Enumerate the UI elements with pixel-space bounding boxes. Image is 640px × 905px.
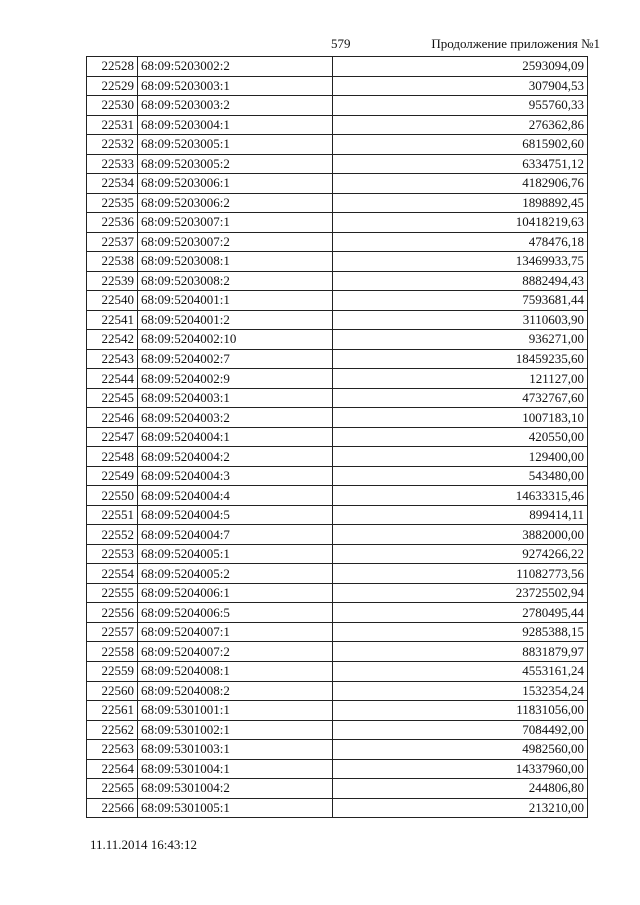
cadastral-value-cell: 10418219,63 <box>333 213 588 233</box>
cadastral-value-cell: 1007183,10 <box>333 408 588 428</box>
cadastral-value-cell: 13469933,75 <box>333 252 588 272</box>
cadastral-number-cell: 68:09:5204004:3 <box>138 466 333 486</box>
row-number-cell: 22561 <box>87 701 138 721</box>
table-row <box>87 622 588 642</box>
table-row <box>87 76 588 96</box>
cadastral-value-cell: 1532354,24 <box>333 681 588 701</box>
table-row <box>87 779 588 799</box>
cadastral-value-cell: 8831879,97 <box>333 642 588 662</box>
cadastral-value-cell: 2780495,44 <box>333 603 588 623</box>
cadastral-number-cell: 68:09:5203003:2 <box>138 96 333 116</box>
cadastral-value-cell: 14337960,00 <box>333 759 588 779</box>
cadastral-number-cell: 68:09:5203008:1 <box>138 252 333 272</box>
row-number-cell: 22558 <box>87 642 138 662</box>
row-number-cell: 22545 <box>87 388 138 408</box>
cadastral-value-cell: 3110603,90 <box>333 310 588 330</box>
cadastral-number-cell: 68:09:5204008:2 <box>138 681 333 701</box>
cadastral-value-cell: 244806,80 <box>333 779 588 799</box>
cadastral-number-cell: 68:09:5204003:1 <box>138 388 333 408</box>
row-number-cell: 22538 <box>87 252 138 272</box>
table-row <box>87 661 588 681</box>
table-row <box>87 701 588 721</box>
cadastral-value-cell: 307904,53 <box>333 76 588 96</box>
cadastral-value-cell: 8882494,43 <box>333 271 588 291</box>
row-number-cell: 22541 <box>87 310 138 330</box>
row-number-cell: 22557 <box>87 622 138 642</box>
row-number-cell: 22549 <box>87 466 138 486</box>
table-row <box>87 291 588 311</box>
row-number-cell: 22528 <box>87 57 138 77</box>
table-row <box>87 213 588 233</box>
table-row <box>87 408 588 428</box>
cadastral-number-cell: 68:09:5204007:1 <box>138 622 333 642</box>
cadastral-number-cell: 68:09:5203007:2 <box>138 232 333 252</box>
cadastral-number-cell: 68:09:5203002:2 <box>138 57 333 77</box>
cadastral-number-cell: 68:09:5204005:1 <box>138 544 333 564</box>
row-number-cell: 22554 <box>87 564 138 584</box>
table-row <box>87 349 588 369</box>
cadastral-value-cell: 6815902,60 <box>333 135 588 155</box>
cadastral-number-cell: 68:09:5301004:2 <box>138 779 333 799</box>
page-number: 579 <box>331 36 351 51</box>
cadastral-number-cell: 68:09:5203005:2 <box>138 154 333 174</box>
row-number-cell: 22562 <box>87 720 138 740</box>
table-row <box>87 388 588 408</box>
row-number-cell: 22546 <box>87 408 138 428</box>
cadastral-value-cell: 3882000,00 <box>333 525 588 545</box>
row-number-cell: 22556 <box>87 603 138 623</box>
table-row <box>87 369 588 389</box>
table-row <box>87 505 588 525</box>
cadastral-value-cell: 478476,18 <box>333 232 588 252</box>
cadastral-number-cell: 68:09:5301001:1 <box>138 701 333 721</box>
table-row <box>87 447 588 467</box>
row-number-cell: 22536 <box>87 213 138 233</box>
cadastral-value-cell: 2593094,09 <box>333 57 588 77</box>
cadastral-value-cell: 1898892,45 <box>333 193 588 213</box>
cadastral-value-cell: 7593681,44 <box>333 291 588 311</box>
cadastral-number-cell: 68:09:5204008:1 <box>138 661 333 681</box>
cadastral-number-cell: 68:09:5301002:1 <box>138 720 333 740</box>
table-row <box>87 193 588 213</box>
cadastral-value-cell: 121127,00 <box>333 369 588 389</box>
cadastral-number-cell: 68:09:5204004:1 <box>138 427 333 447</box>
cadastral-number-cell: 68:09:5301004:1 <box>138 759 333 779</box>
cadastral-value-cell: 11831056,00 <box>333 701 588 721</box>
cadastral-value-cell: 899414,11 <box>333 505 588 525</box>
table-row <box>87 252 588 272</box>
cadastral-number-cell: 68:09:5204004:7 <box>138 525 333 545</box>
cadastral-number-cell: 68:09:5203007:1 <box>138 213 333 233</box>
row-number-cell: 22543 <box>87 349 138 369</box>
cadastral-number-cell: 68:09:5204002:7 <box>138 349 333 369</box>
row-number-cell: 22533 <box>87 154 138 174</box>
cadastral-number-cell: 68:09:5204003:2 <box>138 408 333 428</box>
row-number-cell: 22564 <box>87 759 138 779</box>
cadastral-number-cell: 68:09:5204004:4 <box>138 486 333 506</box>
table-row <box>87 583 588 603</box>
cadastral-number-cell: 68:09:5204005:2 <box>138 564 333 584</box>
cadastral-number-cell: 68:09:5203006:1 <box>138 174 333 194</box>
table-row <box>87 544 588 564</box>
row-number-cell: 22544 <box>87 369 138 389</box>
row-number-cell: 22540 <box>87 291 138 311</box>
row-number-cell: 22530 <box>87 96 138 116</box>
table-row <box>87 330 588 350</box>
row-number-cell: 22552 <box>87 525 138 545</box>
cadastral-number-cell: 68:09:5204006:1 <box>138 583 333 603</box>
row-number-cell: 22553 <box>87 544 138 564</box>
cadastral-value-cell: 420550,00 <box>333 427 588 447</box>
cadastral-value-cell: 4982560,00 <box>333 740 588 760</box>
row-number-cell: 22542 <box>87 330 138 350</box>
cadastral-number-cell: 68:09:5203008:2 <box>138 271 333 291</box>
table-row <box>87 798 588 818</box>
cadastral-value-cell: 14633315,46 <box>333 486 588 506</box>
row-number-cell: 22537 <box>87 232 138 252</box>
row-number-cell: 22551 <box>87 505 138 525</box>
cadastral-number-cell: 68:09:5204004:2 <box>138 447 333 467</box>
cadastral-value-cell: 213210,00 <box>333 798 588 818</box>
cadastral-value-cell: 4732767,60 <box>333 388 588 408</box>
table-row <box>87 740 588 760</box>
cadastral-number-cell: 68:09:5204002:10 <box>138 330 333 350</box>
cadastral-value-cell: 276362,86 <box>333 115 588 135</box>
print-timestamp: 11.11.2014 16:43:12 <box>90 837 198 852</box>
row-number-cell: 22560 <box>87 681 138 701</box>
cadastral-number-cell: 68:09:5204001:1 <box>138 291 333 311</box>
table-row <box>87 427 588 447</box>
cadastral-value-cell: 955760,33 <box>333 96 588 116</box>
table-row <box>87 759 588 779</box>
table-row <box>87 525 588 545</box>
cadastral-value-cell: 7084492,00 <box>333 720 588 740</box>
row-number-cell: 22555 <box>87 583 138 603</box>
table-row <box>87 154 588 174</box>
appendix-caption: Продолжение приложения №1 <box>431 36 600 51</box>
table-row <box>87 310 588 330</box>
row-number-cell: 22534 <box>87 174 138 194</box>
row-number-cell: 22529 <box>87 76 138 96</box>
row-number-cell: 22550 <box>87 486 138 506</box>
cadastral-number-cell: 68:09:5204006:5 <box>138 603 333 623</box>
row-number-cell: 22565 <box>87 779 138 799</box>
table-row <box>87 466 588 486</box>
table-row <box>87 135 588 155</box>
cadastral-number-cell: 68:09:5203005:1 <box>138 135 333 155</box>
table-row <box>87 232 588 252</box>
cadastral-value-cell: 11082773,56 <box>333 564 588 584</box>
cadastral-number-cell: 68:09:5203006:2 <box>138 193 333 213</box>
row-number-cell: 22563 <box>87 740 138 760</box>
cadastral-value-cell: 9285388,15 <box>333 622 588 642</box>
cadastral-number-cell: 68:09:5204007:2 <box>138 642 333 662</box>
row-number-cell: 22559 <box>87 661 138 681</box>
cadastral-number-cell: 68:09:5203004:1 <box>138 115 333 135</box>
row-number-cell: 22547 <box>87 427 138 447</box>
cadastral-value-table <box>86 56 588 818</box>
cadastral-value-cell: 4553161,24 <box>333 661 588 681</box>
cadastral-number-cell: 68:09:5204002:9 <box>138 369 333 389</box>
cadastral-value-cell: 129400,00 <box>333 447 588 467</box>
row-number-cell: 22535 <box>87 193 138 213</box>
cadastral-number-cell: 68:09:5301003:1 <box>138 740 333 760</box>
table-row <box>87 115 588 135</box>
cadastral-value-cell: 23725502,94 <box>333 583 588 603</box>
table-row <box>87 57 588 77</box>
row-number-cell: 22566 <box>87 798 138 818</box>
cadastral-number-cell: 68:09:5301005:1 <box>138 798 333 818</box>
table-row <box>87 642 588 662</box>
table-row <box>87 720 588 740</box>
table-row <box>87 681 588 701</box>
row-number-cell: 22532 <box>87 135 138 155</box>
cadastral-value-cell: 543480,00 <box>333 466 588 486</box>
cadastral-value-cell: 6334751,12 <box>333 154 588 174</box>
table-row <box>87 271 588 291</box>
cadastral-value-cell: 4182906,76 <box>333 174 588 194</box>
table-row <box>87 603 588 623</box>
cadastral-value-cell: 18459235,60 <box>333 349 588 369</box>
cadastral-value-cell: 936271,00 <box>333 330 588 350</box>
cadastral-number-cell: 68:09:5204001:2 <box>138 310 333 330</box>
row-number-cell: 22531 <box>87 115 138 135</box>
table-row <box>87 96 588 116</box>
cadastral-value-cell: 9274266,22 <box>333 544 588 564</box>
row-number-cell: 22539 <box>87 271 138 291</box>
row-number-cell: 22548 <box>87 447 138 467</box>
table-row <box>87 174 588 194</box>
table-body <box>87 57 588 818</box>
cadastral-number-cell: 68:09:5204004:5 <box>138 505 333 525</box>
table-row <box>87 486 588 506</box>
table-row <box>87 564 588 584</box>
cadastral-number-cell: 68:09:5203003:1 <box>138 76 333 96</box>
